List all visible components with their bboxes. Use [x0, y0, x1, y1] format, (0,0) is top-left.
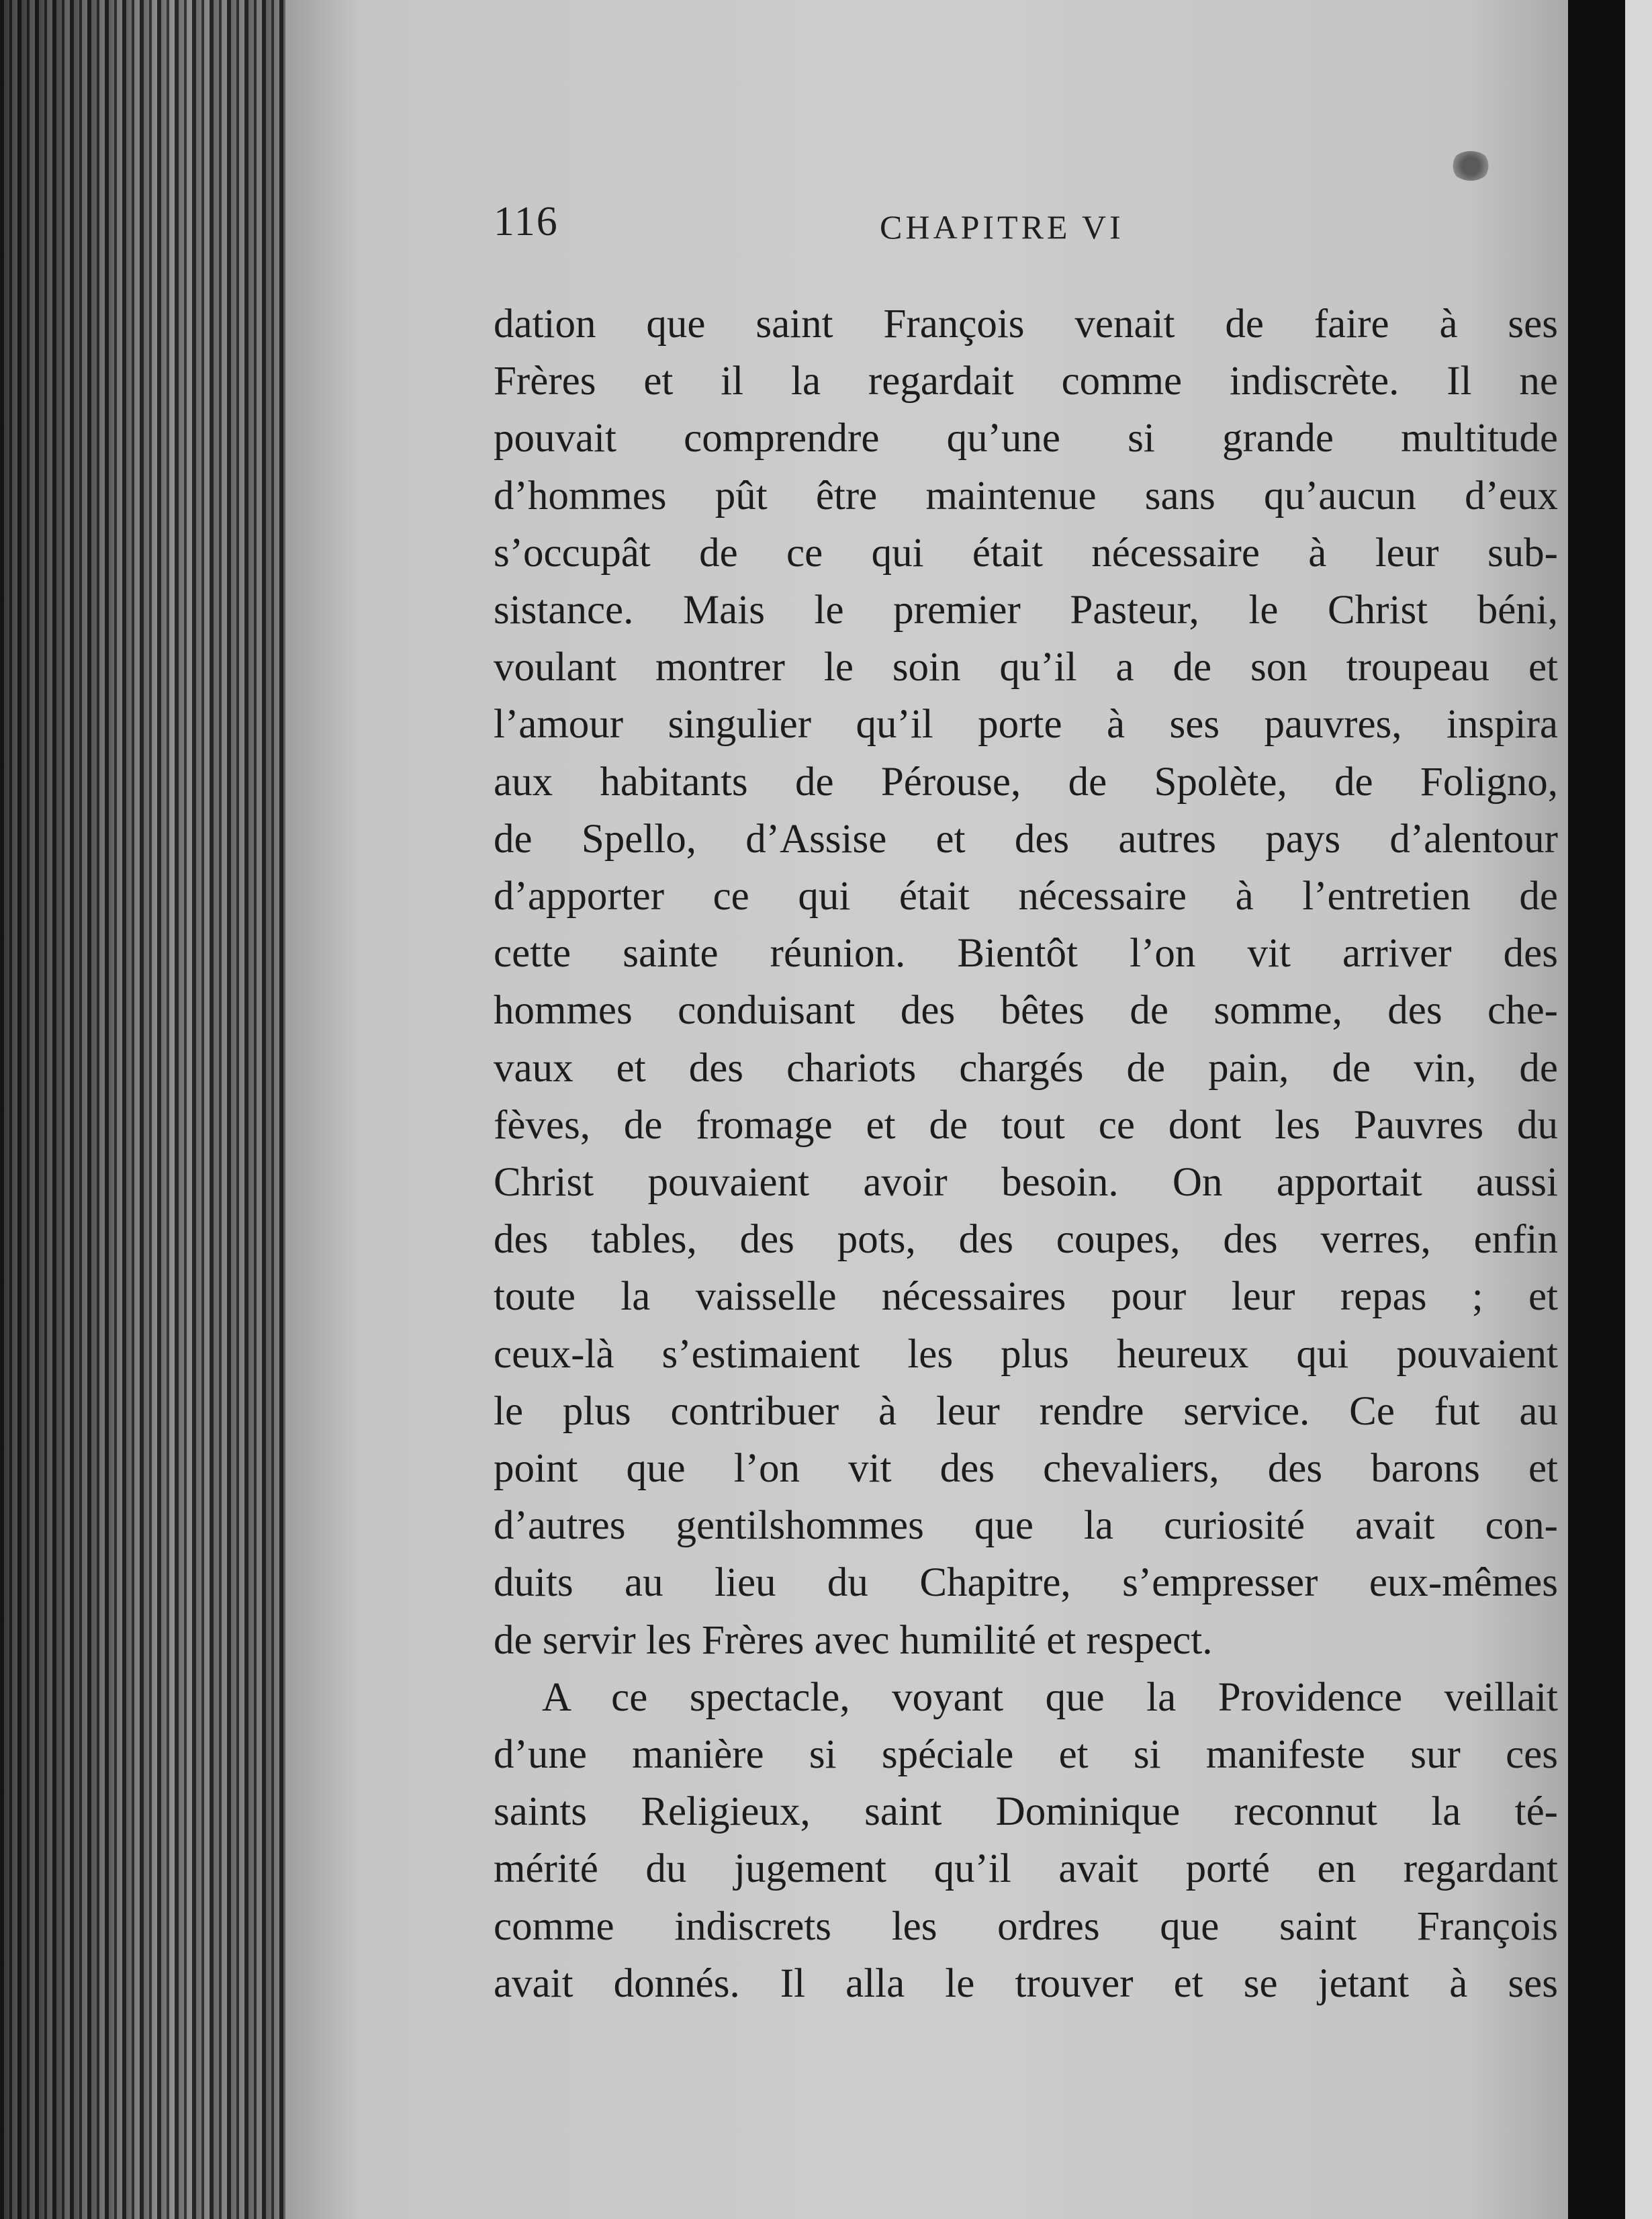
text-line: duits au lieu du Chapitre, s’empresser eux-mêmes: [494, 1560, 1558, 1606]
text-line: d’apporter ce qui était nécessaire à l’entretien de: [494, 874, 1558, 919]
text-line: de Spello, d’Assise et des autres pays d’alentour: [494, 816, 1558, 862]
ink-blot: [1451, 151, 1491, 181]
text-line: aux habitants de Pérouse, de Spolète, de Foligno,: [494, 759, 1558, 805]
body-text: [494, 296, 1558, 2012]
text-line: voulant montrer le soin qu’il a de son troupeau et: [494, 645, 1558, 690]
text-line: fèves, de fromage et de tout ce dont les Pauvres du: [494, 1102, 1558, 1148]
text-line: ceux-là s’estimaient les plus heureux qui pouvaient: [494, 1331, 1558, 1377]
text-line: toute la vaisselle nécessaires pour leur repas ; et: [494, 1274, 1558, 1320]
text-line: dation que saint François venait de faire à ses: [494, 302, 1558, 347]
text-line: l’amour singulier qu’il porte à ses pauvres, inspira: [494, 702, 1558, 748]
text-line: cette sainte réunion. Bientôt l’on vit arriver des: [494, 931, 1558, 977]
page-number: 116: [494, 199, 559, 244]
facing-page-strip: [1625, 0, 1652, 2219]
page-header: [494, 198, 1555, 259]
text-line: Frères et il la regardait comme indiscrète. Il ne: [494, 359, 1558, 404]
text-line: sistance. Mais le premier Pasteur, le Christ béni,: [494, 588, 1558, 633]
text-line: Christ pouvaient avoir besoin. On apportait aussi: [494, 1160, 1558, 1206]
text-line: vaux et des chariots chargés de pain, de vin, de: [494, 1045, 1558, 1091]
text-line: des tables, des pots, des coupes, des verres, enfin: [494, 1217, 1558, 1263]
text-line: d’hommes pût être maintenue sans qu’aucun d’eux: [494, 473, 1558, 518]
text-line: s’occupât de ce qui était nécessaire à leur sub-: [494, 530, 1558, 576]
text-line: le plus contribuer à leur rendre service. Ce fut au: [494, 1388, 1558, 1434]
text-line: mérité du jugement qu’il avait porté en regardant: [494, 1846, 1558, 1892]
text-line: d’autres gentilshommes que la curiosité avait con-: [494, 1503, 1558, 1549]
text-line: d’une manière si spéciale et si manifeste sur ces: [494, 1732, 1558, 1778]
text-line: comme indiscrets les ordres que saint François: [494, 1903, 1558, 1949]
page-edges: [0, 0, 289, 2219]
text-line: de servir les Frères avec humilité et respect.: [494, 1617, 1213, 1663]
running-head: CHAPITRE VI: [880, 208, 1124, 246]
text-line: pouvait comprendre qu’une si grande multitude: [494, 416, 1558, 461]
text-line: saints Religieux, saint Dominique reconnut la té-: [494, 1789, 1558, 1835]
paragraph-start-line: A ce spectacle, voyant que la Providence veillait: [542, 1674, 1558, 1720]
text-line: hommes conduisant des bêtes de somme, des che-: [494, 988, 1558, 1034]
text-line: point que l’on vit des chevaliers, des barons et: [494, 1446, 1558, 1492]
text-line: avait donnés. Il alla le trouver et se jetant à ses: [494, 1960, 1558, 2006]
